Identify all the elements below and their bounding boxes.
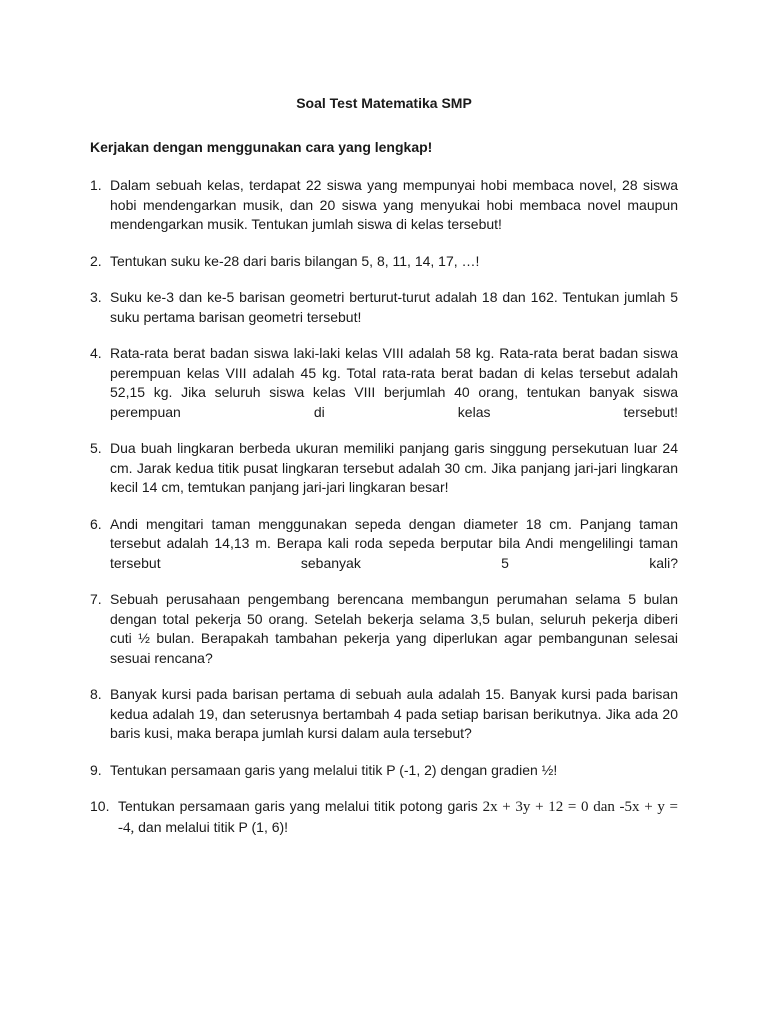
question-text xyxy=(118,797,678,838)
question-text: Sebuah perusahaan pengembang berencana membangun perumahan selama 5 bulan dengan total pekerja 50 orang. Setelah bekerja selama 3,5 bulan, seluruh pekerja diberi cuti ½ bulan. Berapakah tambahan pekerja yang diperlukan agar pembangunan selesai sesuai rencana? xyxy=(110,591,678,666)
question-text: Banyak kursi pada barisan pertama di sebuah aula adalah 15. Banyak kursi pada barisan kedua adalah 19, dan seterusnya bertambah 4 pada setiap barisan berikutnya. Jika ada 20 baris kusi, maka berapa jumlah kursi dalam aula tersebut? xyxy=(110,686,678,741)
question-number: 4. xyxy=(90,345,102,361)
question-number: 6. xyxy=(90,515,102,532)
question-text: Rata-rata berat badan siswa laki-laki kelas VIII adalah 58 kg. Rata-rata berat badan siswa perempuan kelas VIII adalah 45 kg. Total rata-rata berat badan di kelas tersebut adalah 52,15 kg. Jika seluruh siswa kelas VIII berjumlah 40 orang, tentukan banyak siswa perempuan di kelas tersebut! xyxy=(110,345,678,420)
question-number: 2. xyxy=(90,252,102,269)
question-number: 1. xyxy=(90,177,102,193)
question-item xyxy=(90,439,678,498)
question-number: 8. xyxy=(90,686,102,702)
question-number: 10. xyxy=(90,798,110,814)
question-item xyxy=(90,515,678,574)
question-text-before: Tentukan persamaan garis yang melalui titik potong garis xyxy=(118,798,483,814)
question-text: Dalam sebuah kelas, terdapat 22 siswa yang mempunyai hobi membaca novel, 28 siswa hobi mendengarkan musik, dan 20 siswa yang menyukai hobi membaca novel maupun mendengarkan musik. Tentukan jumlah siswa di kelas tersebut! xyxy=(110,177,678,232)
question-number: 5. xyxy=(90,440,102,456)
question-item xyxy=(90,685,678,744)
question-number: 9. xyxy=(90,761,102,778)
equation-text: 2x + 3y + 12 = 0 dan -5x + y = -4, xyxy=(118,799,678,836)
question-text: Dua buah lingkaran berbeda ukuran memiliki panjang garis singgung persekutuan luar 24 cm. Jarak kedua titik pusat lingkaran tersebut adalah 30 cm. Jika panjang jari-jari lingkaran kecil 14 cm, temtukan panjang jari-jari lingkaran besar! xyxy=(110,440,678,495)
question-text: Andi mengitari taman menggunakan sepeda dengan diameter 18 cm. Panjang taman tersebut adalah 14,13 m. Berapa kali roda sepeda berputar bila Andi mengelilingi taman tersebut sebanyak 5 kali? xyxy=(110,515,678,571)
question-list xyxy=(90,176,678,838)
question-number: 7. xyxy=(90,591,102,607)
question-text: Tentukan persamaan garis yang melalui titik P (-1, 2) dengan gradien ½! xyxy=(110,761,558,778)
question-item xyxy=(90,797,678,838)
document-title: Soal Test Matematika SMP xyxy=(296,95,472,111)
question-item xyxy=(90,176,678,235)
question-item xyxy=(90,761,678,781)
instruction-text: Kerjakan dengan menggunakan cara yang lengkap! xyxy=(90,139,433,155)
question-item xyxy=(90,344,678,422)
question-item xyxy=(90,252,678,272)
question-item xyxy=(90,288,678,327)
question-text: Suku ke-3 dan ke-5 barisan geometri berturut-turut adalah 18 dan 162. Tentukan jumlah 5 suku pertama barisan geometri tersebut! xyxy=(110,289,678,325)
question-text-after: dan melalui titik P (1, 6)! xyxy=(134,818,289,835)
question-item xyxy=(90,590,678,668)
question-number: 3. xyxy=(90,289,102,305)
question-text: Tentukan suku ke-28 dari baris bilangan 5, 8, 11, 14, 17, …! xyxy=(110,252,480,269)
